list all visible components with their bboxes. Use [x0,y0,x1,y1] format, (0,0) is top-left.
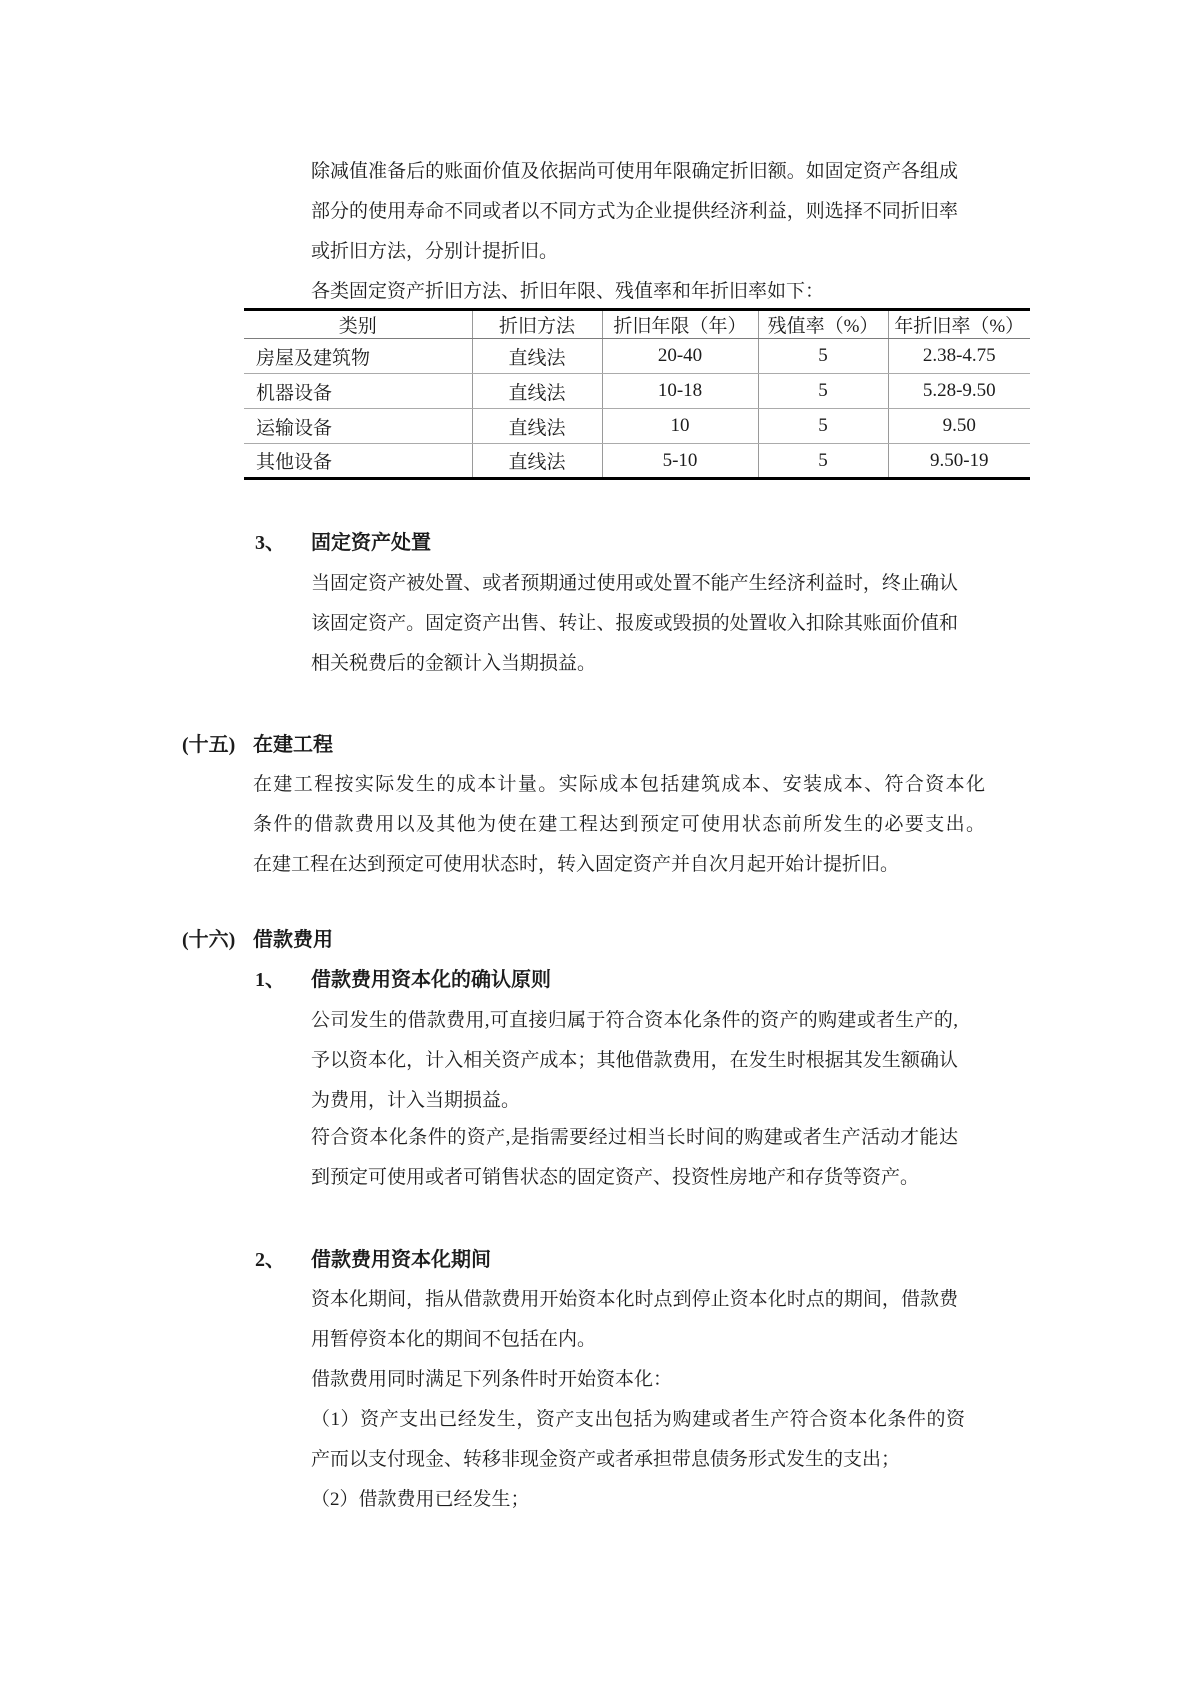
table-cell: 直线法 [472,339,602,374]
table-cell: 9.50-19 [888,444,1030,479]
table-cell: 2.38-4.75 [888,339,1030,374]
heading-title: 借款费用资本化期间 [311,1249,491,1271]
heading-title: 固定资产处置 [311,532,431,554]
table-cell: 10 [602,409,758,444]
heading-capitalization-recognition-principle [255,960,551,1000]
table-cell: 5 [758,444,888,479]
text-line: （2）借款费用已经发生； [311,1489,530,1510]
table-intro-line [311,274,958,310]
table-cell: 5 [758,339,888,374]
text-line: 产而以支付现金、转移非现金资产或者承担带息债务形式发生的支出； [311,1449,901,1470]
table-cell: 20-40 [602,339,758,374]
table-header-cell: 折旧年限（年） [602,310,758,339]
table-cell: 运输设备 [244,409,472,444]
text-line: 各类固定资产折旧方法、折旧年限、残值率和年折旧率如下： [311,281,825,302]
table-cell: 机器设备 [244,374,472,409]
paragraph-qualifying-assets [311,1118,958,1198]
paragraph-capitalization-period [311,1280,958,1360]
text-line: 或折旧方法，分别计提折旧。 [311,241,559,262]
text-line: 用暂停资本化的期间不包括在内。 [311,1329,597,1350]
table-cell: 直线法 [472,444,602,479]
table-header-cell: 残值率（%） [758,310,888,339]
text-line: 符合资本化条件的资产,是指需要经过相当长时间的购建或者生产活动才能达 [311,1127,958,1148]
text-line: 在建工程按实际发生的成本计量。实际成本包括建筑成本、安装成本、符合资本化 [253,774,985,795]
table-cell: 直线法 [472,374,602,409]
heading-number: 2、 [255,1249,285,1271]
table-header-cell: 折旧方法 [472,310,602,339]
heading-construction-in-progress [182,725,333,765]
text-line: 到预定可使用或者可销售状态的固定资产、投资性房地产和存货等资产。 [311,1167,920,1188]
table-header-cell: 类别 [244,310,472,339]
heading-title: 在建工程 [253,734,333,756]
text-line: 公司发生的借款费用,可直接归属于符合资本化条件的资产的购建或者生产的, [311,1010,958,1031]
text-line: 条件的借款费用以及其他为使在建工程达到预定可使用状态前所发生的必要支出。 [253,814,985,835]
text-line: 予以资本化，计入相关资产成本；其他借款费用，在发生时根据其发生额确认 [311,1050,958,1071]
heading-title: 借款费用资本化的确认原则 [311,969,551,991]
text-line: 为费用，计入当期损益。 [311,1090,521,1111]
text-line: 资本化期间，指从借款费用开始资本化时点到停止资本化时点的期间，借款费 [311,1289,958,1310]
text-line: 相关税费后的金额计入当期损益。 [311,653,597,674]
heading-number: (十六) [182,929,236,951]
table-cell: 9.50 [888,409,1030,444]
text-line: 除减值准备后的账面价值及依据尚可使用年限确定折旧额。如固定资产各组成 [311,161,958,182]
conditions-intro-line [311,1360,958,1400]
text-line: 部分的使用寿命不同或者以不同方式为企业提供经济利益，则选择不同折旧率 [311,201,958,222]
depreciation-table [244,308,1030,480]
condition-item-1 [311,1400,965,1480]
text-line: （1）资产支出已经发生，资产支出包括为购建或者生产符合资本化条件的资 [311,1409,965,1430]
table-row [244,339,1030,374]
paragraph-fixed-asset-disposal [311,564,958,684]
paragraph-capitalization-principle-1 [311,1001,958,1121]
table-cell: 5 [758,374,888,409]
heading-borrowing-costs [182,920,333,960]
table-row [244,444,1030,479]
heading-number: 1、 [255,969,285,991]
text-line: 该固定资产。固定资产出售、转让、报废或毁损的处置收入扣除其账面价值和 [311,613,958,634]
text-line: 在建工程在达到预定可使用状态时，转入固定资产并自次月起开始计提折旧。 [253,854,900,875]
paragraph-depreciation-continued [311,152,958,272]
heading-fixed-asset-disposal [255,523,431,563]
table-row [244,374,1030,409]
table-header-cell: 年折旧率（%） [888,310,1030,339]
heading-title: 借款费用 [253,929,333,951]
heading-number: (十五) [182,734,236,756]
heading-number: 3、 [255,532,285,554]
table-cell: 房屋及建筑物 [244,339,472,374]
text-line: 当固定资产被处置、或者预期通过使用或处置不能产生经济利益时，终止确认 [311,573,958,594]
condition-item-2 [311,1480,965,1520]
table-cell: 5 [758,409,888,444]
text-line: 借款费用同时满足下列条件时开始资本化： [311,1369,673,1390]
table-cell: 5-10 [602,444,758,479]
paragraph-construction-in-progress [253,765,985,885]
table-cell: 5.28-9.50 [888,374,1030,409]
heading-capitalization-period [255,1240,491,1280]
table-row [244,409,1030,444]
table-cell: 其他设备 [256,452,333,473]
table-cell: 直线法 [472,409,602,444]
table-cell: 10-18 [602,374,758,409]
table-header-row [244,310,1030,339]
